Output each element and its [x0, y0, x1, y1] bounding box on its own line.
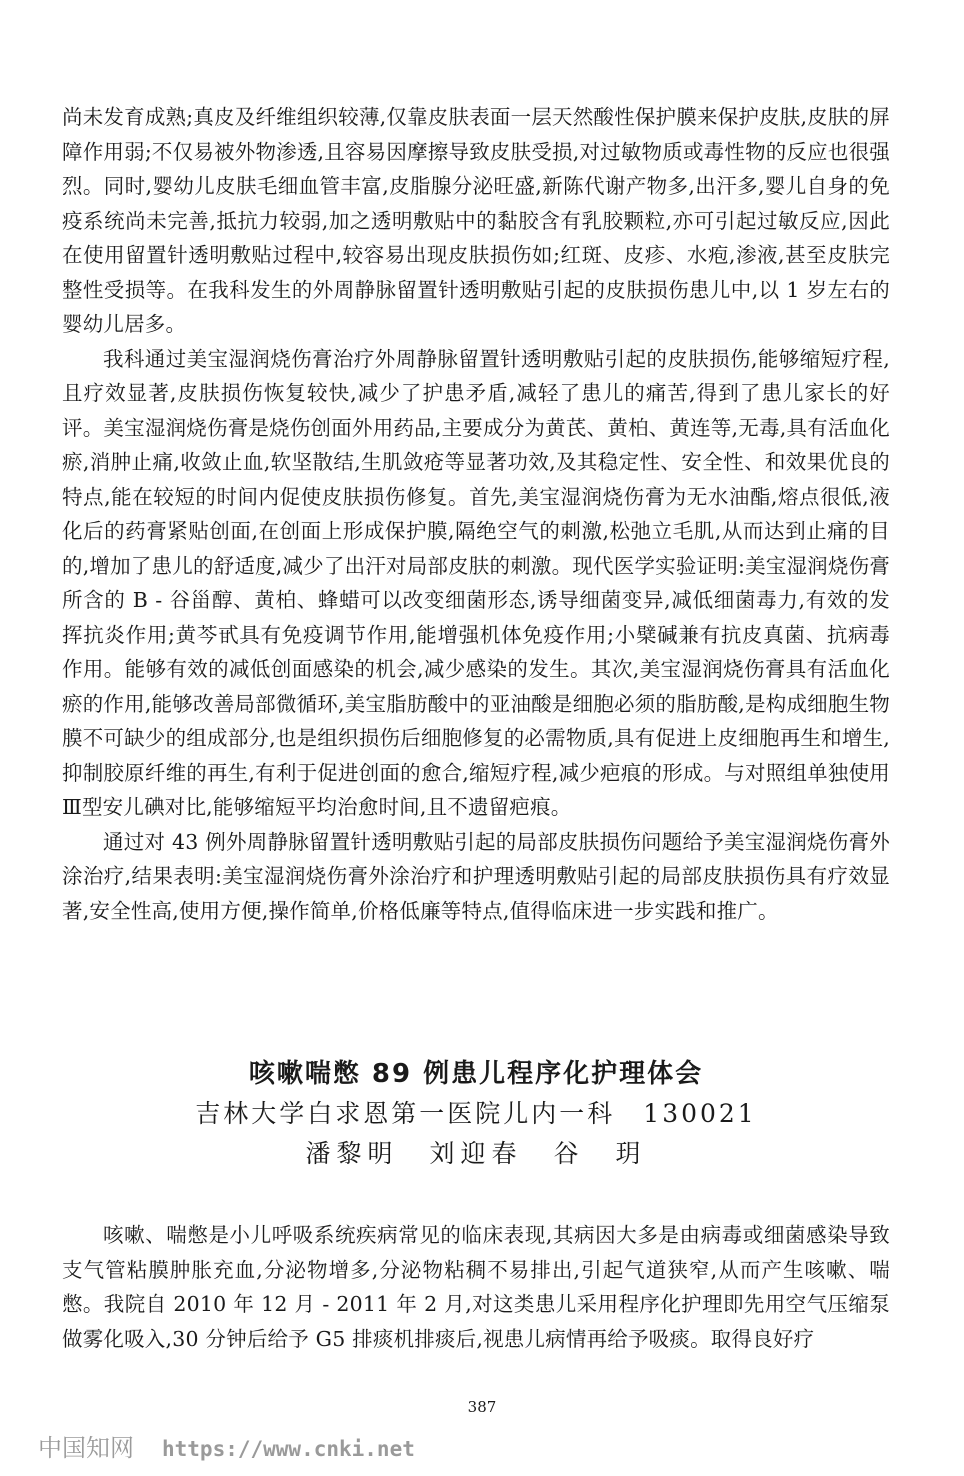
article-authors: 潘黎明 刘迎春 谷 玥	[305, 1139, 647, 1168]
paragraph-intro: 咳嗽、喘憋是小儿呼吸系统疾病常见的临床表现,其病因大多是由病毒或细菌感染导致支气管粘膜肿胀充血,分泌物增多,分泌物粘稠不易排出,引起气道狭窄,从而产生咳嗽、喘憋。我院自 2010 年 12 月 - 2011 年 2 月,对这类患儿采用程序化护理即先用空气压缩泵做雾化吸入,30 分钟后给予 G5 排痰机排痰后,视患儿病情再给予吸痰。取得良好疗	[62, 1223, 890, 1351]
article-affiliation: 吉林大学白求恩第一医院儿内一科 130021	[195, 1099, 757, 1128]
watermark-url[interactable]: https://www.cnki.net	[162, 1437, 415, 1461]
paragraph-treatment: 我科通过美宝湿润烧伤膏治疗外周静脉留置针透明敷贴引起的皮肤损伤,能够缩短疗程,且疗效显著,皮肤损伤恢复较快,减少了护患矛盾,减轻了患儿的痛苦,得到了患儿家长的好评。美宝湿润烧伤膏是烧伤创面外用药品,主要成分为黄芪、黄柏、黄连等,无毒,具有活血化瘀,消肿止痛,收敛止血,软坚散结,生肌敛疮等显著功效,及其稳定性、安全性、和效果优良的特点,能在较短的时间内促使皮肤损伤修复。首先,美宝湿润烧伤膏为无水油酯,熔点很低,液化后的药膏紧贴创面,在创面上形成保护膜,隔绝空气的刺激,松弛立毛肌,从而达到止痛的目的,增加了患儿的舒适度,减少了出汗对局部皮肤的刺激。现代医学实验证明:美宝湿润烧伤膏所含的 B - 谷甾醇、黄柏、蜂蜡可以改变细菌形态,诱导细菌变异,减低细菌毒力,有效的发挥抗炎作用;黄芩甙具有免疫调节作用,能增强机体免疫作用;小檗碱兼有抗皮真菌、抗病毒作用。能够有效的减低创面感染的机会,减少感染的发生。其次,美宝湿润烧伤膏具有活血化瘀的作用,能够改善局部微循环,美宝脂肪酸中的亚油酸是细胞必须的脂肪酸,是构成细胞生物膜不可缺少的组成部分,也是组织损伤后细胞修复的必需物质,具有促进上皮细胞再生和增生,抑制胶原纤维的再生,有利于促进创面的愈合,缩短疗程,减少疤痕的形成。与对照组单独使用Ⅲ型安儿碘对比,能够缩短平均治愈时间,且不遗留疤痕。	[62, 346, 890, 819]
page-body	[62, 100, 890, 1356]
paragraph-conclusion: 通过对 43 例外周静脉留置针透明敷贴引起的局部皮肤损伤问题给予美宝湿润烧伤膏外涂治疗,结果表明:美宝湿润烧伤膏外涂治疗和护理透明敷贴引起的局部皮肤损伤具有疗效显著,安全性高,使用方便,操作简单,价格低廉等特点,值得临床进一步实践和推广。	[62, 829, 890, 923]
page-number: 387	[467, 1398, 497, 1416]
watermark-site: 中国知网	[38, 1434, 134, 1462]
article-title: 咳嗽喘憋 89 例患儿程序化护理体会	[248, 1059, 704, 1089]
paragraph-continuation: 尚未发育成熟;真皮及纤维组织较薄,仅靠皮肤表面一层天然酸性保护膜来保护皮肤,皮肤的屏障作用弱;不仅易被外物渗透,且容易因摩擦导致皮肤受损,对过敏物质或毒性物的反应也很强烈。同时,婴幼儿皮肤毛细血管丰富,皮脂腺分泌旺盛,新陈代谢产物多,出汗多,婴儿自身的免疫系统尚未完善,抵抗力较弱,加之透明敷贴中的黏胶含有乳胶颗粒,亦可引起过敏反应,因此在使用留置针透明敷贴过程中,较容易出现皮肤损伤如;红斑、皮疹、水疱,渗液,甚至皮肤完整性受损等。在我科发生的外周静脉留置针透明敷贴引起的皮肤损伤患儿中,以 1 岁左右的婴幼儿居多。	[62, 105, 890, 336]
cnki-watermark	[38, 1428, 415, 1463]
